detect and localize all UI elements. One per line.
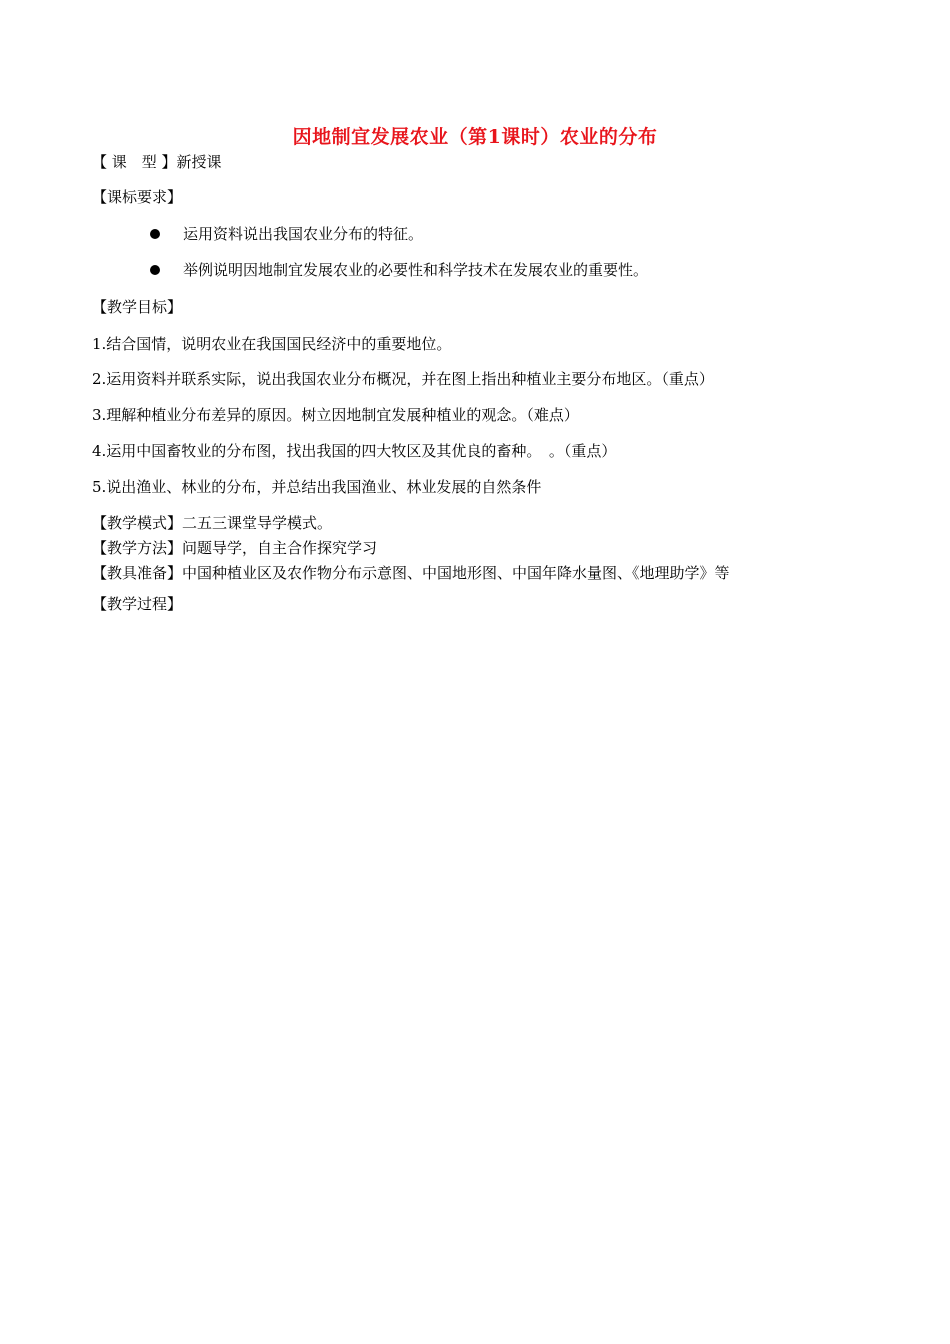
objective-item: 2.运用资料并联系实际，说出我国农业分布概况，并在图上指出种植业主要分布地区。（重点） (92, 370, 714, 388)
teaching-aids-line: 【教具准备】中国种植业区及农作物分布示意图、中国地形图、中国年降水量图、《地理助学》等 (92, 564, 730, 582)
objectives-heading: 【教学目标】 (92, 298, 183, 316)
objective-item: 5.说出渔业、林业的分布，并总结出我国渔业、林业发展的自然条件 (92, 478, 542, 496)
course-type-line: 【 课 型 】新授课 (92, 153, 222, 171)
standard-item-text: 举例说明因地制宜发展农业的必要性和科学技术在发展农业的重要性。 (183, 261, 649, 279)
teaching-mode-line: 【教学模式】二五三课堂导学模式。 (92, 514, 333, 532)
bullet-icon (150, 229, 160, 239)
process-heading: 【教学过程】 (92, 595, 183, 613)
bullet-icon (150, 265, 160, 275)
objective-item: 4.运用中国畜牧业的分布图，找出我国的四大牧区及其优良的畜种。 。（重点） (92, 442, 617, 460)
standards-heading: 【课标要求】 (92, 188, 183, 206)
document-title: 因地制宜发展农业（第1课时）农业的分布 (292, 126, 658, 148)
objective-item: 1.结合国情，说明农业在我国国民经济中的重要地位。 (92, 335, 452, 353)
objective-item: 3.理解种植业分布差异的原因。树立因地制宜发展种植业的观念。（难点） (92, 406, 579, 424)
standard-item-text: 运用资料说出我国农业分布的特征。 (183, 225, 424, 243)
teaching-method-line: 【教学方法】问题导学，自主合作探究学习 (92, 539, 378, 557)
